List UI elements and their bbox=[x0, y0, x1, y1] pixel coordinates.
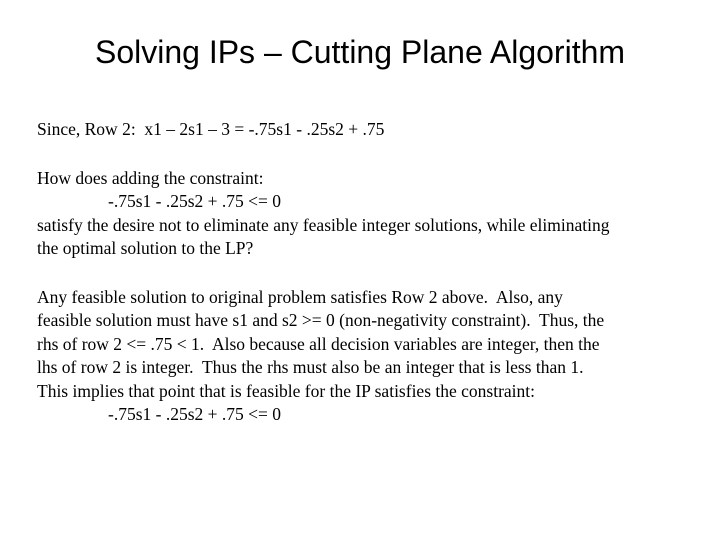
paragraph-gap bbox=[37, 261, 707, 286]
answer-line-1: Any feasible solution to original problem satisfies Row 2 above. Also, any bbox=[37, 286, 563, 307]
answer-line-2: feasible solution must have s1 and s2 >= 0 (non-negativity constraint). Thus, the bbox=[37, 310, 605, 330]
slide-body bbox=[37, 118, 707, 427]
answer-paragraph bbox=[37, 286, 707, 427]
answer-line-5: This implies that point that is feasible for the IP satisfies the constraint: bbox=[37, 380, 536, 401]
question-line-3: satisfy the desire not to eliminate any feasible integer solutions, while eliminating bbox=[37, 214, 610, 235]
slide-title: Solving IPs – Cutting Plane Algorithm bbox=[94, 34, 626, 70]
question-line-4: the optimal solution to the LP? bbox=[37, 238, 254, 258]
row2-statement: Since, Row 2: x1 – 2s1 – 3 = -.75s1 - .25s2 + .75 bbox=[37, 119, 385, 139]
answer-constraint: -.75s1 - .25s2 + .75 <= 0 bbox=[108, 404, 282, 424]
answer-line-3: rhs of row 2 <= .75 < 1. Also because all decision variables are integer, then the bbox=[37, 333, 600, 354]
question-line-1: How does adding the constraint: bbox=[37, 167, 264, 188]
question-constraint: -.75s1 - .25s2 + .75 <= 0 bbox=[108, 191, 282, 211]
question-paragraph bbox=[37, 167, 707, 261]
paragraph-gap bbox=[37, 142, 707, 167]
answer-line-4: lhs of row 2 is integer. Thus the rhs must also be an integer that is less than 1. bbox=[37, 357, 584, 377]
